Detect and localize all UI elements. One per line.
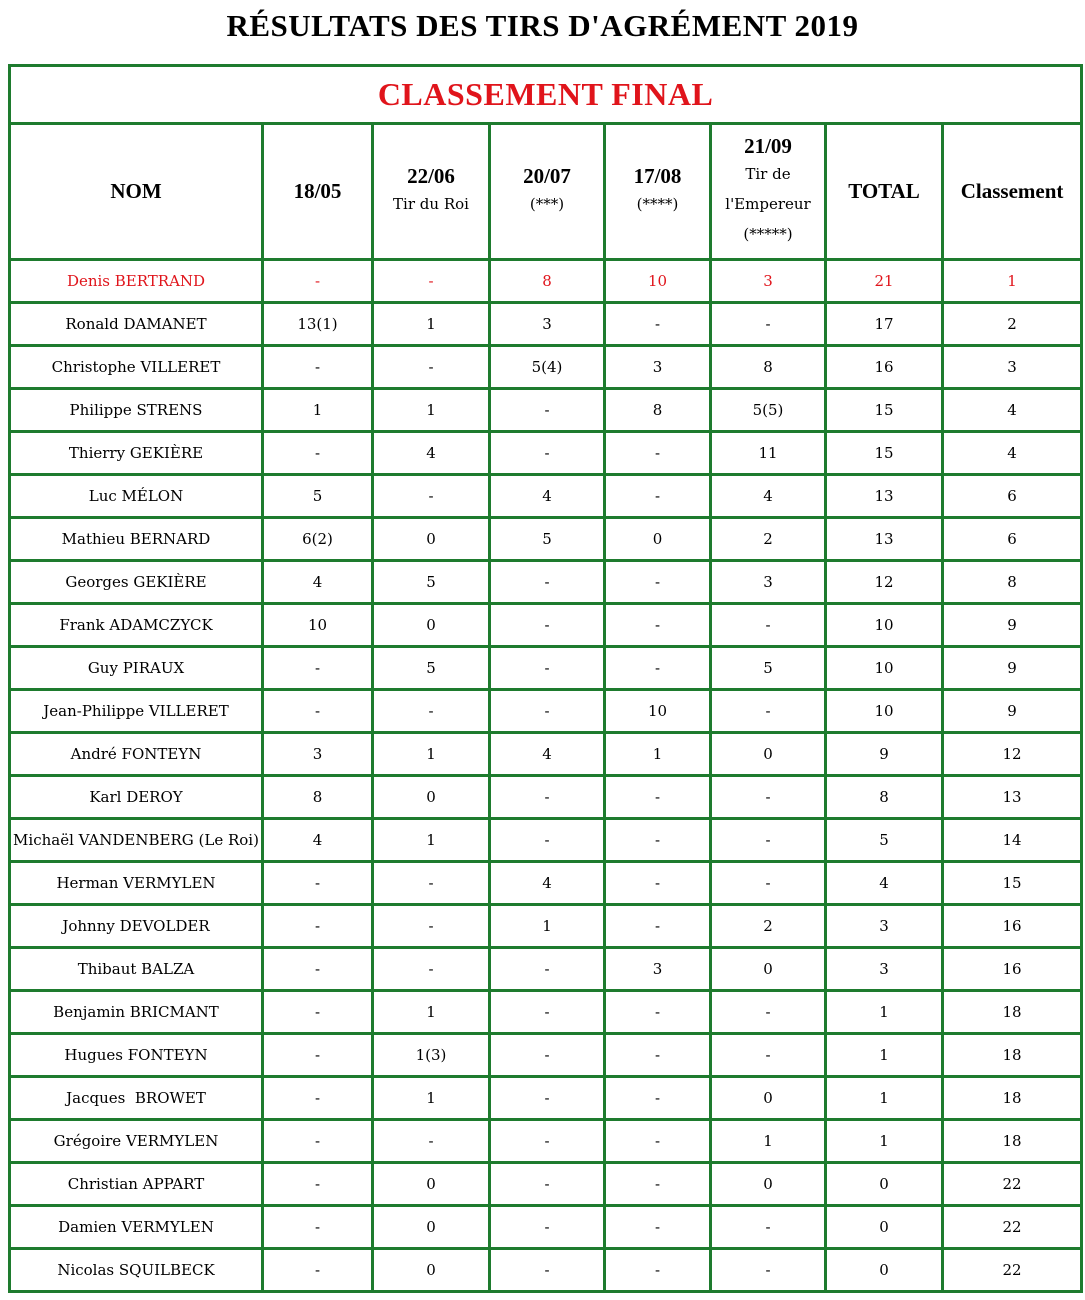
score-18-05: 4 — [263, 819, 373, 862]
score-18-05: 13(1) — [263, 303, 373, 346]
score-17-08: - — [605, 303, 711, 346]
score-17-08: - — [605, 1163, 711, 1206]
rank-cell: 12 — [943, 733, 1082, 776]
score-22-06: 0 — [373, 1163, 490, 1206]
table-row — [10, 475, 1082, 518]
banner-cell — [10, 66, 1082, 124]
total-cell: 0 — [826, 1206, 943, 1249]
header-date-5 — [711, 124, 826, 260]
score-20-07: 8 — [490, 260, 605, 303]
score-21-09: 2 — [711, 905, 826, 948]
score-21-09: 0 — [711, 1163, 826, 1206]
table-row — [10, 1034, 1082, 1077]
score-18-05: 4 — [263, 561, 373, 604]
total-cell: 3 — [826, 905, 943, 948]
score-21-09: 11 — [711, 432, 826, 475]
score-22-06: 0 — [373, 776, 490, 819]
total-cell: 0 — [826, 1249, 943, 1292]
table-row — [10, 690, 1082, 733]
score-20-07: - — [490, 948, 605, 991]
total-cell: 15 — [826, 389, 943, 432]
score-21-09: 2 — [711, 518, 826, 561]
player-name: Nicolas SQUILBECK — [10, 1249, 263, 1292]
score-20-07: - — [490, 991, 605, 1034]
total-cell: 12 — [826, 561, 943, 604]
score-20-07: 4 — [490, 733, 605, 776]
score-18-05: - — [263, 432, 373, 475]
player-name: Michaël VANDENBERG (Le Roi) — [10, 819, 263, 862]
score-20-07: - — [490, 776, 605, 819]
header-date-note: l'Empereur — [725, 195, 811, 213]
table-row — [10, 260, 1082, 303]
score-21-09: 3 — [711, 561, 826, 604]
score-22-06: - — [373, 346, 490, 389]
score-20-07: - — [490, 389, 605, 432]
score-22-06: 0 — [373, 604, 490, 647]
table-row — [10, 905, 1082, 948]
total-cell: 1 — [826, 1120, 943, 1163]
table-row — [10, 819, 1082, 862]
total-cell: 1 — [826, 1034, 943, 1077]
header-name — [10, 124, 263, 260]
score-18-05: - — [263, 948, 373, 991]
score-18-05: 8 — [263, 776, 373, 819]
player-name: Grégoire VERMYLEN — [10, 1120, 263, 1163]
table-row — [10, 1120, 1082, 1163]
header-date-note: (*****) — [743, 225, 793, 243]
score-22-06: 1(3) — [373, 1034, 490, 1077]
total-cell: 0 — [826, 1163, 943, 1206]
table-row — [10, 733, 1082, 776]
total-cell: 13 — [826, 518, 943, 561]
header-date-note: (****) — [636, 195, 679, 213]
score-22-06: - — [373, 475, 490, 518]
header-rank — [943, 124, 1082, 260]
score-20-07: - — [490, 819, 605, 862]
table-row — [10, 991, 1082, 1034]
player-name: Damien VERMYLEN — [10, 1206, 263, 1249]
score-22-06: 0 — [373, 1206, 490, 1249]
score-22-06: - — [373, 260, 490, 303]
player-name: Herman VERMYLEN — [10, 862, 263, 905]
score-18-05: - — [263, 346, 373, 389]
table-row — [10, 1206, 1082, 1249]
score-21-09: - — [711, 1206, 826, 1249]
score-17-08: 10 — [605, 260, 711, 303]
score-20-07: - — [490, 1163, 605, 1206]
player-name: Thierry GEKIÈRE — [10, 432, 263, 475]
header-row — [10, 124, 1082, 260]
score-18-05: - — [263, 1034, 373, 1077]
total-cell: 3 — [826, 948, 943, 991]
total-cell: 15 — [826, 432, 943, 475]
score-17-08: - — [605, 1206, 711, 1249]
rank-cell: 8 — [943, 561, 1082, 604]
table-row — [10, 776, 1082, 819]
score-17-08: - — [605, 1034, 711, 1077]
player-name: Luc MÉLON — [10, 475, 263, 518]
score-20-07: - — [490, 1206, 605, 1249]
score-22-06: 1 — [373, 1077, 490, 1120]
score-17-08: - — [605, 1249, 711, 1292]
score-18-05: 6(2) — [263, 518, 373, 561]
player-name: Thibaut BALZA — [10, 948, 263, 991]
header-date-label: 18/05 — [293, 179, 342, 203]
total-cell: 9 — [826, 733, 943, 776]
score-20-07: - — [490, 604, 605, 647]
rank-cell: 16 — [943, 948, 1082, 991]
banner-row — [10, 66, 1082, 124]
table-row — [10, 518, 1082, 561]
score-22-06: - — [373, 1120, 490, 1163]
results-table — [8, 64, 1083, 1293]
score-22-06: - — [373, 948, 490, 991]
score-21-09: - — [711, 862, 826, 905]
score-18-05: 10 — [263, 604, 373, 647]
player-name: Frank ADAMCZYCK — [10, 604, 263, 647]
score-20-07: - — [490, 1120, 605, 1163]
total-cell: 16 — [826, 346, 943, 389]
score-21-09: - — [711, 776, 826, 819]
rank-cell: 1 — [943, 260, 1082, 303]
table-row — [10, 647, 1082, 690]
score-21-09: 1 — [711, 1120, 826, 1163]
score-17-08: 10 — [605, 690, 711, 733]
score-17-08: - — [605, 604, 711, 647]
header-date-label: 21/09 — [744, 134, 792, 158]
player-name: Jacques BROWET — [10, 1077, 263, 1120]
rank-cell: 9 — [943, 604, 1082, 647]
player-name: André FONTEYN — [10, 733, 263, 776]
header-date-4 — [605, 124, 711, 260]
total-cell: 10 — [826, 647, 943, 690]
player-name: Johnny DEVOLDER — [10, 905, 263, 948]
total-cell: 1 — [826, 991, 943, 1034]
score-17-08: - — [605, 475, 711, 518]
score-21-09: 4 — [711, 475, 826, 518]
table-row — [10, 948, 1082, 991]
score-20-07: - — [490, 1034, 605, 1077]
rank-cell: 18 — [943, 1077, 1082, 1120]
player-name: Christian APPART — [10, 1163, 263, 1206]
score-22-06: 1 — [373, 991, 490, 1034]
score-21-09: - — [711, 604, 826, 647]
player-name: Philippe STRENS — [10, 389, 263, 432]
score-17-08: 0 — [605, 518, 711, 561]
score-20-07: - — [490, 1077, 605, 1120]
total-cell: 21 — [826, 260, 943, 303]
total-cell: 4 — [826, 862, 943, 905]
score-22-06: - — [373, 690, 490, 733]
rank-cell: 6 — [943, 475, 1082, 518]
score-22-06: 1 — [373, 733, 490, 776]
score-17-08: - — [605, 819, 711, 862]
rank-cell: 9 — [943, 647, 1082, 690]
score-20-07: 1 — [490, 905, 605, 948]
score-18-05: 5 — [263, 475, 373, 518]
score-21-09: - — [711, 690, 826, 733]
score-22-06: 0 — [373, 1249, 490, 1292]
rank-cell: 2 — [943, 303, 1082, 346]
rank-cell: 9 — [943, 690, 1082, 733]
score-17-08: 8 — [605, 389, 711, 432]
table-row — [10, 346, 1082, 389]
total-cell: 10 — [826, 690, 943, 733]
score-22-06: 1 — [373, 819, 490, 862]
rank-cell: 6 — [943, 518, 1082, 561]
score-21-09: - — [711, 1249, 826, 1292]
rank-cell: 22 — [943, 1206, 1082, 1249]
score-21-09: 3 — [711, 260, 826, 303]
score-20-07: - — [490, 561, 605, 604]
score-17-08: - — [605, 561, 711, 604]
score-18-05: 3 — [263, 733, 373, 776]
score-18-05: - — [263, 862, 373, 905]
score-18-05: - — [263, 991, 373, 1034]
rank-cell: 4 — [943, 389, 1082, 432]
score-20-07: 5(4) — [490, 346, 605, 389]
rank-cell: 16 — [943, 905, 1082, 948]
score-17-08: - — [605, 1120, 711, 1163]
header-date-label: 22/06 — [407, 164, 455, 188]
rank-cell: 22 — [943, 1249, 1082, 1292]
score-22-06: - — [373, 862, 490, 905]
table-row — [10, 1249, 1082, 1292]
score-21-09: 0 — [711, 1077, 826, 1120]
score-17-08: - — [605, 432, 711, 475]
table-row — [10, 561, 1082, 604]
score-17-08: - — [605, 647, 711, 690]
banner-title: CLASSEMENT FINAL — [377, 76, 714, 112]
score-21-09: - — [711, 303, 826, 346]
score-18-05: 1 — [263, 389, 373, 432]
rank-cell: 18 — [943, 1120, 1082, 1163]
table-row — [10, 862, 1082, 905]
score-18-05: - — [263, 1120, 373, 1163]
player-name: Karl DEROY — [10, 776, 263, 819]
total-cell: 1 — [826, 1077, 943, 1120]
score-17-08: 3 — [605, 948, 711, 991]
table-row — [10, 303, 1082, 346]
player-name: Benjamin BRICMANT — [10, 991, 263, 1034]
header-name-label: NOM — [110, 179, 162, 203]
table-row — [10, 604, 1082, 647]
score-18-05: - — [263, 260, 373, 303]
header-rank-label: Classement — [960, 179, 1064, 203]
total-cell: 5 — [826, 819, 943, 862]
rank-cell: 4 — [943, 432, 1082, 475]
total-cell: 8 — [826, 776, 943, 819]
score-18-05: - — [263, 905, 373, 948]
score-20-07: 5 — [490, 518, 605, 561]
score-22-06: 0 — [373, 518, 490, 561]
table-row — [10, 1163, 1082, 1206]
score-21-09: - — [711, 819, 826, 862]
score-18-05: - — [263, 1206, 373, 1249]
score-21-09: 5(5) — [711, 389, 826, 432]
score-18-05: - — [263, 1163, 373, 1206]
score-22-06: 5 — [373, 561, 490, 604]
table-row — [10, 432, 1082, 475]
score-18-05: - — [263, 1077, 373, 1120]
player-name: Guy PIRAUX — [10, 647, 263, 690]
score-21-09: 8 — [711, 346, 826, 389]
score-20-07: - — [490, 432, 605, 475]
score-17-08: 3 — [605, 346, 711, 389]
header-date-3 — [490, 124, 605, 260]
header-date-1 — [263, 124, 373, 260]
rank-cell: 18 — [943, 1034, 1082, 1077]
header-date-2 — [373, 124, 490, 260]
score-17-08: - — [605, 862, 711, 905]
header-date-note: Tir du Roi — [393, 195, 469, 213]
header-total — [826, 124, 943, 260]
score-22-06: 5 — [373, 647, 490, 690]
header-date-note: (***) — [529, 195, 565, 213]
rank-cell: 15 — [943, 862, 1082, 905]
score-22-06: 4 — [373, 432, 490, 475]
score-18-05: - — [263, 690, 373, 733]
rank-cell: 22 — [943, 1163, 1082, 1206]
score-17-08: - — [605, 1077, 711, 1120]
header-total-label: TOTAL — [848, 179, 920, 203]
score-22-06: 1 — [373, 303, 490, 346]
score-21-09: 0 — [711, 948, 826, 991]
score-20-07: - — [490, 647, 605, 690]
score-21-09: - — [711, 991, 826, 1034]
page-title: RÉSULTATS DES TIRS D'AGRÉMENT 2019 — [226, 8, 859, 43]
player-name: Georges GEKIÈRE — [10, 561, 263, 604]
header-date-label: 20/07 — [523, 164, 571, 188]
score-22-06: - — [373, 905, 490, 948]
score-20-07: 4 — [490, 862, 605, 905]
score-21-09: 5 — [711, 647, 826, 690]
score-22-06: 1 — [373, 389, 490, 432]
table-row — [10, 389, 1082, 432]
rank-cell: 14 — [943, 819, 1082, 862]
player-name: Jean-Philippe VILLERET — [10, 690, 263, 733]
score-20-07: - — [490, 690, 605, 733]
score-20-07: - — [490, 1249, 605, 1292]
player-name: Hugues FONTEYN — [10, 1034, 263, 1077]
score-20-07: 3 — [490, 303, 605, 346]
header-date-note: Tir de — [745, 165, 791, 183]
score-17-08: - — [605, 991, 711, 1034]
score-18-05: - — [263, 647, 373, 690]
total-cell: 10 — [826, 604, 943, 647]
rank-cell: 3 — [943, 346, 1082, 389]
score-17-08: 1 — [605, 733, 711, 776]
score-20-07: 4 — [490, 475, 605, 518]
player-name: Denis BERTRAND — [10, 260, 263, 303]
rank-cell: 18 — [943, 991, 1082, 1034]
score-21-09: 0 — [711, 733, 826, 776]
score-17-08: - — [605, 776, 711, 819]
header-date-label: 17/08 — [633, 164, 682, 188]
score-18-05: - — [263, 1249, 373, 1292]
total-cell: 13 — [826, 475, 943, 518]
rank-cell: 13 — [943, 776, 1082, 819]
player-name: Ronald DAMANET — [10, 303, 263, 346]
player-name: Mathieu BERNARD — [10, 518, 263, 561]
player-name: Christophe VILLERET — [10, 346, 263, 389]
total-cell: 17 — [826, 303, 943, 346]
table-row — [10, 1077, 1082, 1120]
score-17-08: - — [605, 905, 711, 948]
score-21-09: - — [711, 1034, 826, 1077]
